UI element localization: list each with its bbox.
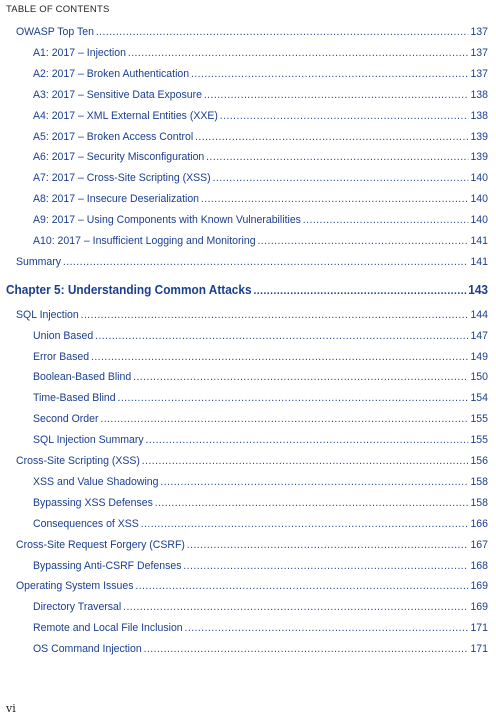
toc-entry-title: Cross-Site Request Forgery (CSRF) — [16, 538, 185, 551]
dot-leader — [96, 26, 469, 38]
toc-entry[interactable] — [16, 580, 488, 592]
toc-entry-page: 155 — [470, 434, 488, 447]
toc-entry-title: Operating System Issues — [16, 580, 134, 593]
page-number: vi — [6, 702, 16, 715]
toc-entry[interactable] — [33, 434, 488, 446]
toc-entry-page: 150 — [470, 371, 488, 384]
toc-entry[interactable] — [33, 68, 488, 80]
dot-leader — [220, 110, 469, 122]
toc-entry-title: Union Based — [33, 329, 94, 342]
toc-entry-title: A5: 2017 – Broken Access Control — [33, 130, 194, 143]
toc-entry-title: XSS and Value Shadowing — [33, 475, 159, 488]
toc-entry-page: 139 — [470, 130, 488, 143]
toc-entry[interactable] — [33, 131, 488, 143]
toc-entry-page: 169 — [470, 580, 488, 593]
toc-entry-title: SQL Injection — [16, 308, 79, 321]
dot-leader — [81, 309, 469, 321]
toc-entry-page: 137 — [470, 67, 488, 80]
toc-entry-title: Second Order — [33, 413, 99, 426]
toc-entry-page: 154 — [470, 392, 488, 405]
toc-entry[interactable] — [16, 309, 488, 321]
dot-leader — [146, 434, 469, 446]
toc-entry-page: 155 — [470, 413, 488, 426]
toc-entry[interactable] — [33, 601, 488, 613]
toc-entry[interactable] — [33, 371, 488, 383]
toc-entry-title: Error Based — [33, 350, 90, 363]
toc-entry[interactable] — [33, 622, 488, 634]
dot-leader — [195, 131, 468, 143]
dot-leader — [95, 330, 468, 342]
toc-entry-page: 144 — [470, 308, 488, 321]
toc-entry-page: 137 — [470, 26, 488, 38]
toc-entry-title: Directory Traversal — [33, 601, 122, 614]
toc-entry[interactable] — [33, 193, 488, 205]
toc-entry-page: 140 — [470, 214, 488, 227]
toc-entry-page: 141 — [470, 235, 488, 247]
toc-entry-page: 168 — [470, 559, 488, 572]
toc-entry-title: A1: 2017 – Injection — [33, 46, 126, 59]
dot-leader — [185, 622, 469, 634]
dot-leader — [191, 68, 469, 80]
toc-entry[interactable] — [16, 539, 488, 551]
toc-entry[interactable] — [16, 256, 488, 268]
toc-entry-title: Remote and Local File Inclusion — [33, 622, 183, 635]
toc-entry-page: 143 — [468, 282, 488, 297]
toc-entry[interactable] — [16, 455, 488, 467]
toc-entry[interactable] — [33, 413, 488, 425]
toc-chapter-entry[interactable] — [6, 283, 488, 297]
toc-entry-page: 138 — [470, 109, 488, 122]
dot-leader — [91, 351, 469, 363]
dot-leader — [187, 539, 469, 551]
dot-leader — [123, 601, 468, 613]
toc-entry[interactable] — [33, 392, 488, 404]
toc-entry-page: 149 — [470, 350, 488, 363]
toc-entry[interactable] — [33, 151, 488, 163]
toc-entry[interactable] — [33, 89, 488, 101]
toc-entry-title: A10: 2017 – Insufficient Logging and Monitoring — [33, 235, 256, 247]
toc-entry-title: OS Command Injection — [33, 643, 142, 656]
toc-entry-page: 169 — [470, 601, 488, 614]
toc-entry-page: 158 — [470, 475, 488, 488]
dot-leader — [63, 256, 469, 268]
toc-entry-page: 137 — [470, 46, 488, 59]
dot-leader — [183, 560, 468, 572]
toc-entry-title: Time-Based Blind — [33, 392, 116, 405]
toc-entry[interactable] — [33, 518, 488, 530]
toc-entry-title: A9: 2017 – Using Components with Known Vulnerabilities — [33, 214, 301, 227]
toc-entry-title: A4: 2017 – XML External Entities (XXE) — [33, 109, 218, 122]
toc-entry[interactable] — [16, 26, 488, 38]
toc-entry-page: 138 — [470, 88, 488, 101]
dot-leader — [201, 193, 469, 205]
toc-entry-title: OWASP Top Ten — [16, 26, 94, 38]
toc-entry-page: 156 — [470, 455, 488, 467]
dot-leader — [204, 89, 469, 101]
toc-entry-page: 171 — [470, 643, 488, 656]
toc-entry-title: Summary — [16, 255, 62, 268]
toc-entry-page: 141 — [470, 255, 488, 268]
toc-entry[interactable] — [33, 110, 488, 122]
toc-entry-title: A6: 2017 – Security Misconfiguration — [33, 151, 205, 164]
toc-entry-title: A3: 2017 – Sensitive Data Exposure — [33, 88, 202, 101]
toc-entry-page: 171 — [470, 622, 488, 635]
dot-leader — [117, 392, 468, 404]
toc-entry-title: A7: 2017 – Cross-Site Scripting (XSS) — [33, 172, 211, 185]
dot-leader — [144, 643, 469, 655]
dot-leader — [253, 285, 466, 297]
toc-entry-page: 167 — [470, 538, 488, 551]
toc-entry[interactable] — [33, 497, 488, 509]
toc-entry-page: 147 — [470, 329, 488, 342]
toc-entry-page: 140 — [470, 193, 488, 206]
toc-entry-title: Cross-Site Scripting (XSS) — [16, 455, 140, 467]
toc-entry-title: Chapter 5: Understanding Common Attacks — [6, 282, 252, 297]
toc-entry-title: Boolean-Based Blind — [33, 371, 132, 384]
toc-entry-page: 158 — [470, 496, 488, 509]
toc-entry-title: Bypassing Anti-CSRF Defenses — [33, 559, 182, 572]
dot-leader — [257, 235, 468, 247]
dot-leader — [128, 47, 469, 59]
toc-entry[interactable] — [33, 172, 488, 184]
toc-entry[interactable] — [33, 330, 488, 342]
dot-leader — [100, 413, 468, 425]
dot-leader — [155, 497, 469, 509]
dot-leader — [135, 580, 468, 592]
toc-entry-page: 140 — [470, 172, 488, 185]
toc-entry[interactable] — [33, 476, 488, 488]
dot-leader — [303, 214, 469, 226]
toc-entry[interactable] — [33, 643, 488, 655]
dot-leader — [142, 455, 469, 467]
toc-entry-title: Bypassing XSS Defenses — [33, 496, 153, 509]
dot-leader — [213, 172, 469, 184]
toc-entry-title: A8: 2017 – Insecure Deserialization — [33, 193, 200, 206]
toc-entry[interactable] — [33, 214, 488, 226]
running-header: TABLE OF CONTENTS — [6, 4, 110, 15]
toc-entry[interactable] — [33, 351, 488, 363]
toc-entry-page: 166 — [470, 517, 488, 530]
dot-leader — [133, 371, 468, 383]
toc-entry[interactable] — [33, 235, 488, 247]
toc-entry-page: 139 — [470, 151, 488, 164]
toc-entry-title: A2: 2017 – Broken Authentication — [33, 67, 190, 80]
toc-entry-title: SQL Injection Summary — [33, 434, 144, 447]
toc-entry-title: Consequences of XSS — [33, 517, 139, 530]
toc-entry[interactable] — [33, 47, 488, 59]
dot-leader — [141, 518, 469, 530]
dot-leader — [160, 476, 468, 488]
dot-leader — [206, 151, 468, 163]
toc-entry[interactable] — [33, 560, 488, 572]
